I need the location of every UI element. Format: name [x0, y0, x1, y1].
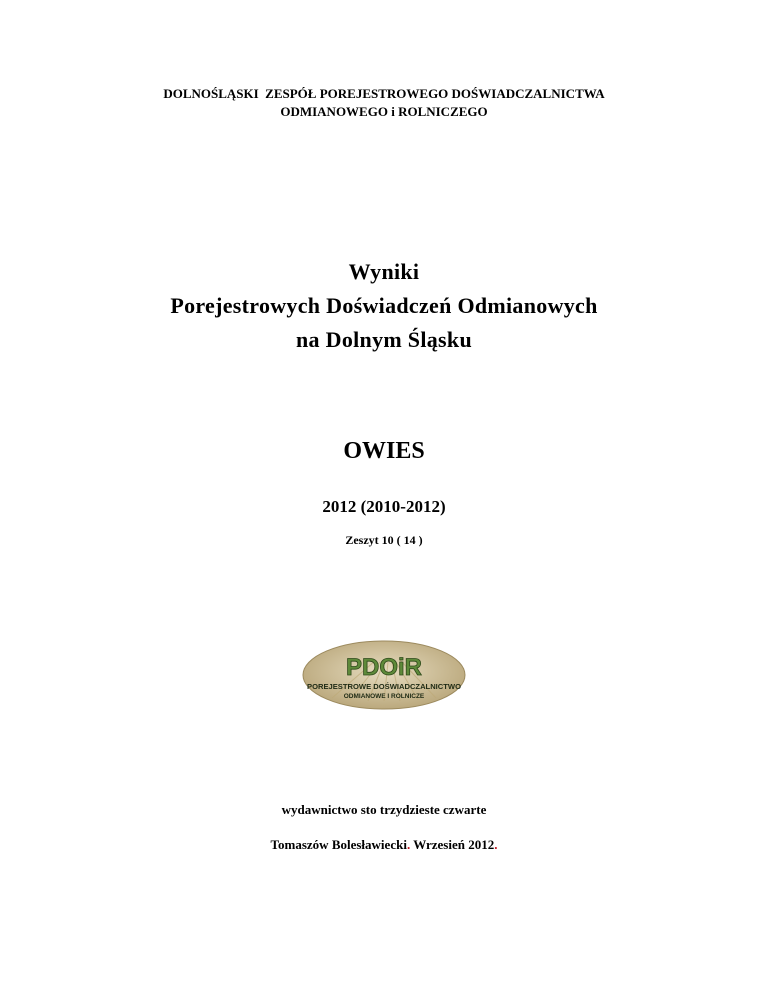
place-dot-2: . [494, 837, 498, 852]
title-line-1: Wyniki [348, 259, 420, 284]
document-title [0, 255, 768, 357]
logo-subtitle-1: POREJESTROWE DOŚWIADCZALNICTWO [307, 682, 461, 691]
logo-main-text: PDOiR [345, 654, 423, 681]
report-years: 2012 (2010-2012) [322, 497, 446, 516]
title-line-3: na Dolnym Śląsku [296, 327, 472, 352]
publication-number: wydawnictwo sto trzydzieste czwarte [281, 802, 487, 817]
place-and-date [0, 836, 768, 854]
pdoir-logo [302, 640, 466, 710]
place-date: Wrzesień 2012 [410, 837, 495, 852]
issue-number: Zeszyt 10 ( 14 ) [345, 533, 423, 547]
institution-header [0, 85, 768, 121]
title-line-2: Porejestrowych Doświadczeń Odmianowych [170, 293, 598, 318]
place-dot-1: . [406, 837, 411, 852]
crop-name: OWIES [343, 438, 425, 464]
header-line-2: ODMIANOWEGO i ROLNICZEGO [280, 104, 488, 119]
logo-subtitle-2: ODMIANOWE I ROLNICZE [343, 693, 425, 700]
header-line-1: DOLNOŚLĄSKI ZESPÓŁ POREJESTROWEGO DOŚWIADCZALNICTWA [163, 86, 605, 101]
place-city: Tomaszów Bolesławiecki [270, 837, 407, 852]
